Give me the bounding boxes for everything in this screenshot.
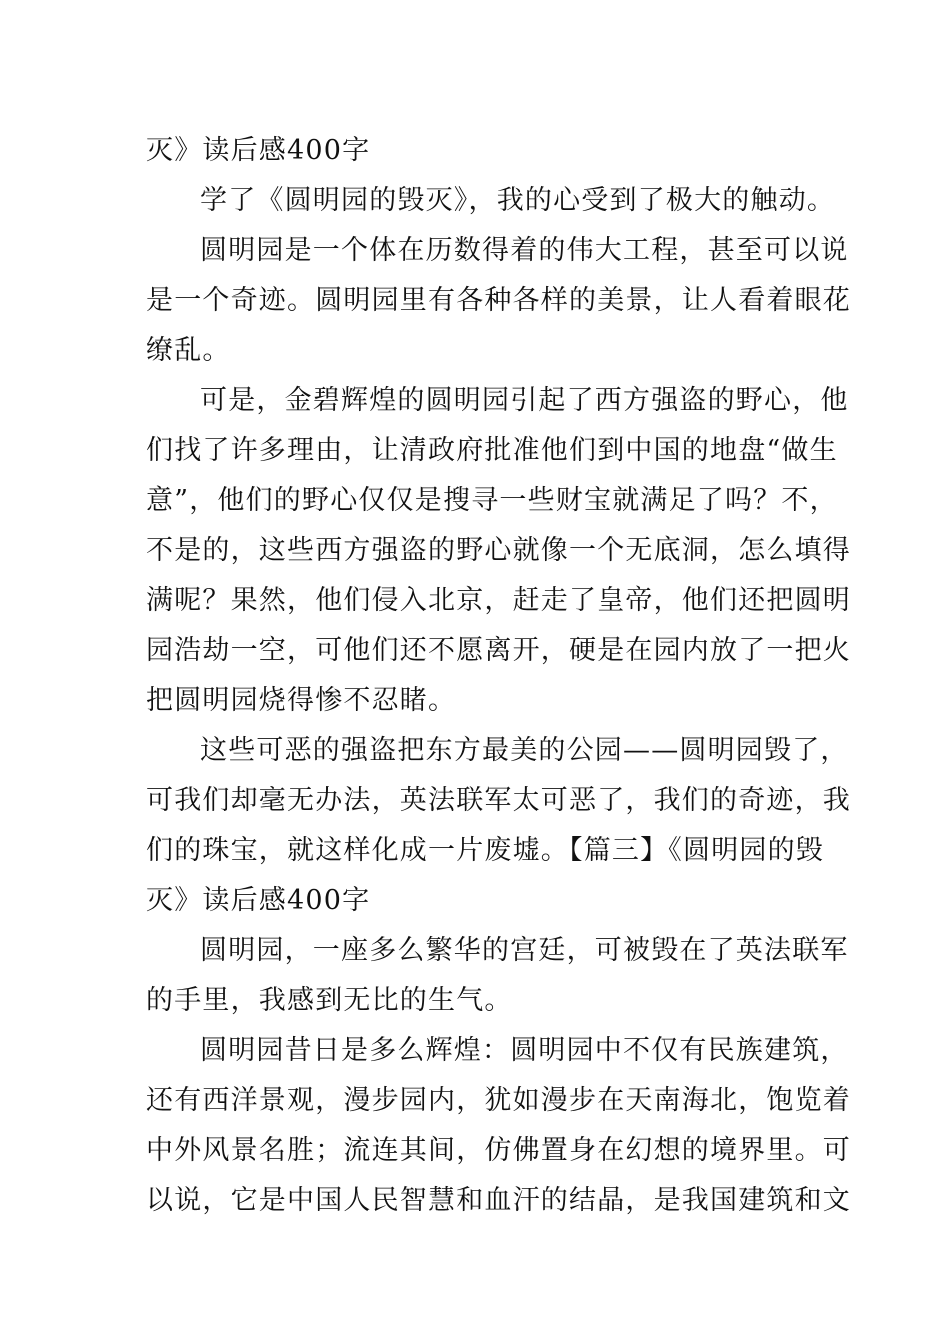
text-line: 把圆明园烧得惨不忍睹。 bbox=[146, 685, 457, 716]
text-line: 是一个奇迹。圆明园里有各种各样的美景，让人看着眼花 bbox=[146, 285, 851, 316]
text-line: 们找了许多理由，让清政府批准他们到中国的地盘“做生 bbox=[146, 435, 838, 466]
text-line: 可我们却毫无办法，英法联军太可恶了，我们的奇迹，我 bbox=[146, 785, 851, 816]
text-line: 还有西洋景观，漫步园内，犹如漫步在天南海北，饱览着 bbox=[146, 1085, 851, 1116]
text-line: 意”，他们的野心仅仅是搜寻一些财宝就满足了吗？不， bbox=[146, 485, 838, 516]
text-line: 园浩劫一空，可他们还不愿离开，硬是在园内放了一把火 bbox=[146, 635, 851, 666]
paragraph-start-line: 圆明园，一座多么繁华的宫廷，可被毁在了英法联军 bbox=[200, 935, 849, 966]
paragraph-start-line: 学了《圆明园的毁灭》，我的心受到了极大的触动。 bbox=[200, 185, 836, 216]
text-line: 中外风景名胜；流连其间，仿佛置身在幻想的境界里。可 bbox=[146, 1135, 851, 1166]
paragraph-start-line: 圆明园昔日是多么辉煌：圆明园中不仅有民族建筑， bbox=[200, 1035, 849, 1066]
text-line: 不是的，这些西方强盗的野心就像一个无底洞，怎么填得 bbox=[146, 535, 851, 566]
paragraph-start-line: 这些可恶的强盗把东方最美的公园——圆明园毁了， bbox=[200, 735, 849, 766]
paragraph-start-line: 圆明园是一个体在历数得着的伟大工程，甚至可以说 bbox=[200, 235, 849, 266]
text-line: 以说，它是中国人民智慧和血汗的结晶，是我国建筑和文 bbox=[146, 1185, 851, 1216]
text-line: 灭》读后感400字 bbox=[146, 135, 371, 166]
paragraph-start-line: 可是，金碧辉煌的圆明园引起了西方强盗的野心，他 bbox=[200, 385, 849, 416]
text-line: 缭乱。 bbox=[146, 335, 231, 366]
text-line: 们的珠宝，就这样化成一片废墟。【篇三】《圆明园的毁 bbox=[146, 835, 824, 866]
text-line: 灭》读后感400字 bbox=[146, 885, 371, 916]
text-line: 满呢？果然，他们侵入北京，赶走了皇帝，他们还把圆明 bbox=[146, 585, 851, 616]
text-line: 的手里，我感到无比的生气。 bbox=[146, 985, 513, 1016]
document-body bbox=[146, 126, 851, 1226]
